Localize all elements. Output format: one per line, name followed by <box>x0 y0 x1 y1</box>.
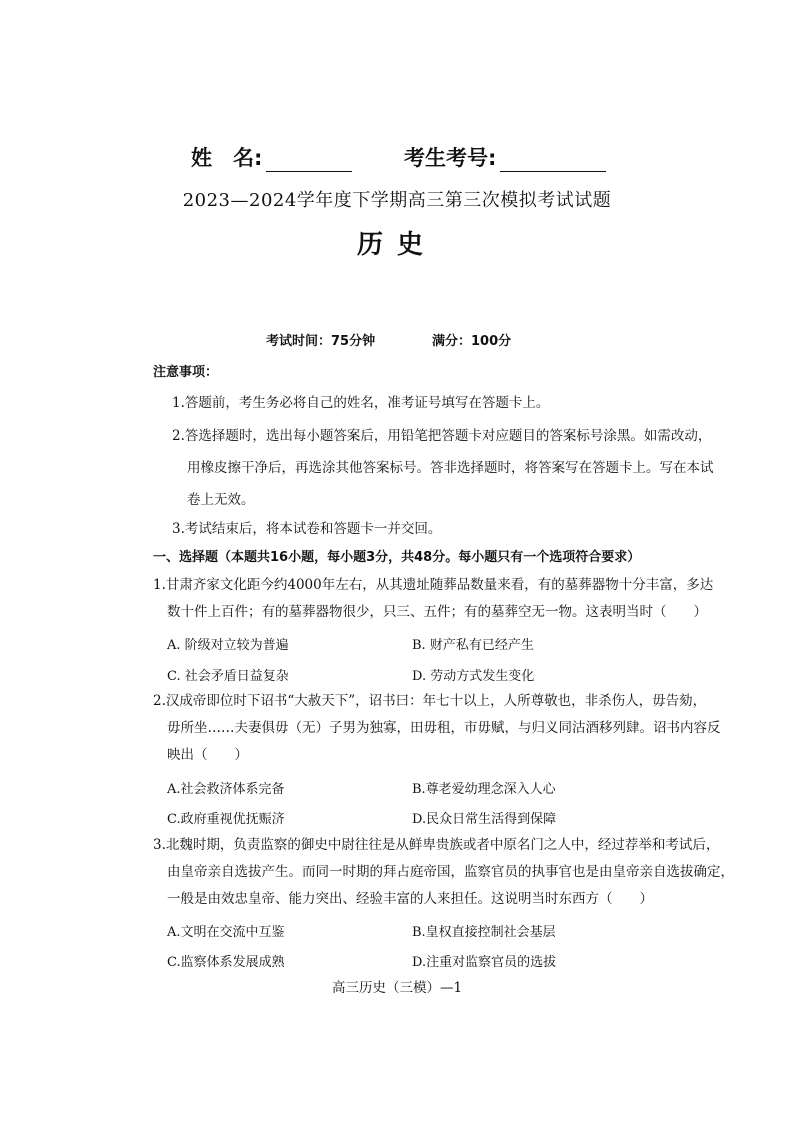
question-1-line: 1.甘肃齐家文化距今约4000年左右，从其遗址随葬品数量来看，有的墓葬器物十分丰富，多达 <box>153 577 714 593</box>
option-2d: D.民众日常生活得到保障 <box>412 812 557 827</box>
subject-title: 历史 <box>356 230 437 260</box>
note-line: 2.答选择题时，选出每小题答案后，用铅笔把答题卡对应题目的答案标号涂黑。如需改动， <box>172 428 712 444</box>
option-1b: B. 财产私有已经产生 <box>412 638 534 653</box>
option-1a: A. 阶级对立较为普遍 <box>167 638 289 653</box>
exam-time: 考试时间：75分钟 <box>266 334 376 349</box>
note-line: 1.答题前，考生务必将自己的姓名，准考证号填写在答题卡上。 <box>172 395 550 411</box>
question-3-line: 由皇帝亲自选拔产生。而同一时期的拜占庭帝国，监察官员的执事官也是由皇帝亲自选拔确定， <box>167 864 734 880</box>
question-2-line: 毋所坐……夫妻俱毋（无）子男为独寡，田毋租，市毋赋，与归义同沽酒移列肆。诏书内容反 <box>167 720 721 736</box>
option-3c: C.监察体系发展成熟 <box>167 955 285 970</box>
name-field <box>191 142 352 172</box>
notes-title: 注意事项： <box>153 365 219 380</box>
note-line: 3.考试结束后，将本试卷和答题卡一并交回。 <box>172 521 442 537</box>
option-3a: A.文明在交流中互鉴 <box>167 925 285 940</box>
option-2a: A.社会救济体系完备 <box>167 782 285 797</box>
question-3-line: 3.北魏时期，负责监察的御史中尉往往是从鲜卑贵族或者中原名门之人中，经过荐举和考试后， <box>153 837 720 853</box>
option-2b: B.尊老爱幼理念深入人心 <box>412 782 556 797</box>
name-blank <box>266 149 352 172</box>
exam-title: 2023—2024学年度下学期高三第三次模拟考试试题 <box>182 190 612 211</box>
option-2c: C.政府重视优抚赈济 <box>167 812 285 827</box>
exam-score: 满分：100分 <box>432 334 512 349</box>
exam-number-field <box>404 142 606 172</box>
section-heading: 一、选择题（本题共16小题，每小题3分，共48分。每小题只有一个选项符合要求） <box>153 550 641 565</box>
option-3d: D.注重对监察官员的选拔 <box>412 955 557 970</box>
name-label: 姓 名: <box>191 146 263 170</box>
question-2-line: 2.汉成帝即位时下诏书“大赦天下”，诏书曰：年七十以上，人所尊敬也，非杀伤人，毋告劾， <box>153 693 707 709</box>
question-2-line: 映出（ ） <box>167 747 248 763</box>
option-1c: C. 社会矛盾日益复杂 <box>167 669 289 684</box>
exam-number-blank <box>500 149 606 172</box>
option-1d: D. 劳动方式发生变化 <box>412 669 535 684</box>
question-3-line: 一般是由效忠皇帝、能力突出、经验丰富的人来担任。这说明当时东西方（ ） <box>167 891 653 907</box>
page-footer: 高三历史（三模）—1 <box>331 980 463 996</box>
option-3b: B.皇权直接控制社会基层 <box>412 925 556 940</box>
exam-number-label: 考生考号: <box>404 146 497 170</box>
question-1-line: 数十件上百件；有的墓葬器物很少，只三、五件；有的墓葬空无一物。这表明当时（ ） <box>167 604 707 620</box>
note-line: 卷上无效。 <box>187 492 255 508</box>
note-line: 用橡皮擦干净后，再选涂其他答案标号。答非选择题时，将答案写在答题卡上。写在本试 <box>187 460 714 476</box>
